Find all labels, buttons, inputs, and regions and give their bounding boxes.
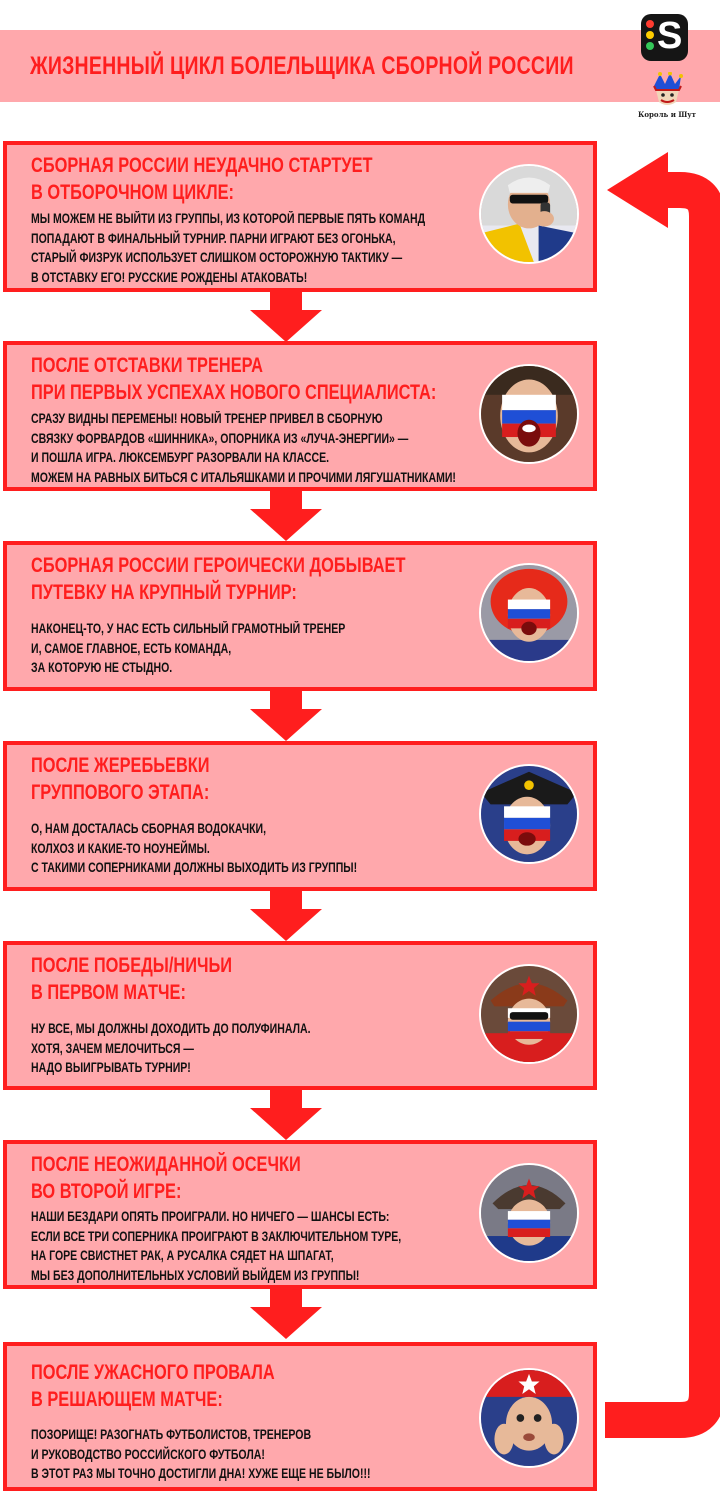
stage-box-5 (3, 941, 597, 1090)
page-title: ЖИЗНЕННЫЙ ЦИКЛ БОЛЕЛЬЩИКА СБОРНОЙ РОССИИ (30, 52, 574, 80)
stage-text: О, НАМ ДОСТАЛАСЬ СБОРНАЯ ВОДОКАЧКИ, КОЛХОЗ И КАКИЕ-ТО НОУНЕЙМЫ. С ТАКИМИ СОПЕРНИКАМИ ДОЛЖНЫ ВЫХОДИТЬ ИЗ ГРУППЫ! (31, 821, 358, 875)
stage-text: МЫ МОЖЕМ НЕ ВЫЙТИ ИЗ ГРУППЫ, ИЗ КОТОРОЙ ПЕРВЫЕ ПЯТЬ КОМАНД ПОПАДАЮТ В ФИНАЛЬНЫЙ ТУРНИР. ПАРНИ ИГРАЮТ БЕЗ ОГОНЬКА, СТАРЫЙ ФИЗРУК ИСПОЛЬЗУЕТ СЛИШКОМ ОСТОРОЖНУЮ ТАКТИКУ — В ОТСТАВКУ ЕГО! РУССКИЕ РОЖДЕНЫ АТАКОВАТЬ! (31, 211, 426, 285)
stage-heading: СБОРНАЯ РОССИИ НЕУДАЧНО СТАРТУЕТ В ОТБОРОЧНОМ ЦИКЛЕ: (31, 154, 373, 204)
stage-photo (479, 563, 579, 663)
stage-heading: ПОСЛЕ НЕОЖИДАННОЙ ОСЕЧКИ ВО ВТОРОЙ ИГРЕ: (31, 1153, 301, 1203)
flow-arrow (250, 891, 322, 941)
stage-box-7 (3, 1342, 597, 1491)
stage-photo (479, 1368, 579, 1468)
stage-box-3 (3, 541, 597, 691)
partner-logo (636, 72, 698, 124)
stage-heading: ПОСЛЕ ЖЕРЕБЬЕВКИ ГРУППОВОГО ЭТАПА: (31, 754, 210, 804)
stage-text: НУ ВСЕ, МЫ ДОЛЖНЫ ДОХОДИТЬ ДО ПОЛУФИНАЛА. ХОТЯ, ЗАЧЕМ МЕЛОЧИТЬСЯ — НАДО ВЫИГРЫВАТЬ ТУРНИР! (31, 1021, 311, 1075)
jester-icon (650, 72, 684, 108)
stage-text: СРАЗУ ВИДНЫ ПЕРЕМЕНЫ! НОВЫЙ ТРЕНЕР ПРИВЕЛ В СБОРНУЮ СВЯЗКУ ФОРВАРДОВ «ШИННИКА», ОПОРНИКА ИЗ «ЛУЧА-ЭНЕРГИИ» — И ПОШЛА ИГРА. ЛЮКСЕМБУРГ РАЗОРВАЛИ НА КЛАССЕ. МОЖЕМ НА РАВНЫХ БИТЬСЯ С ИТАЛЬЯШКАМИ И ПРОЧИМИ ЛЯГУШАТНИКАМИ! (31, 411, 456, 485)
stage-box-2 (3, 341, 597, 491)
stage-heading: ПОСЛЕ ПОБЕДЫ/НИЧЬИ В ПЕРВОМ МАТЧЕ: (31, 954, 233, 1004)
stage-photo (479, 964, 579, 1064)
stage-text: НАКОНЕЦ-ТО, У НАС ЕСТЬ СИЛЬНЫЙ ГРАМОТНЫЙ ТРЕНЕР И, САМОЕ ГЛАВНОЕ, ЕСТЬ КОМАНДА, ЗА КОТОРУЮ НЕ СТЫДНО. (31, 621, 346, 675)
stage-text: НАШИ БЕЗДАРИ ОПЯТЬ ПРОИГРАЛИ. НО НИЧЕГО — ШАНСЫ ЕСТЬ: ЕСЛИ ВСЕ ТРИ СОПЕРНИКА ПРОИГРАЮТ В ЗАКЛЮЧИТЕЛЬНОМ ТУРЕ, НА ГОРЕ СВИСТНЕТ РАК, А РУСАЛКА СЯДЕТ НА ШПАГАТ, МЫ БЕЗ ДОПОЛНИТЕЛЬНЫХ УСЛОВИЙ ВЫЙДЕМ ИЗ ГРУППЫ! (31, 1209, 402, 1283)
stage-heading: ПОСЛЕ ОТСТАВКИ ТРЕНЕРА ПРИ ПЕРВЫХ УСПЕХАХ НОВОГО СПЕЦИАЛИСТА: (31, 354, 437, 404)
flow-arrow (250, 1090, 322, 1140)
stage-box-6 (3, 1140, 597, 1289)
brand-letter: S (657, 15, 683, 57)
flow-arrow (250, 491, 322, 541)
stage-text: ПОЗОРИЩЕ! РАЗОГНАТЬ ФУТБОЛИСТОВ, ТРЕНЕРОВ И РУКОВОДСТВО РОССИЙСКОГО ФУТБОЛА! В ЭТОТ РАЗ МЫ ТОЧНО ДОСТИГЛИ ДНА! ХУЖЕ ЕЩЕ НЕ БЫЛО!!! (31, 1427, 371, 1481)
flow-arrow (250, 292, 322, 342)
flow-arrow (250, 691, 322, 741)
stage-heading: СБОРНАЯ РОССИИ ГЕРОИЧЕСКИ ДОБЫВАЕТ ПУТЕВКУ НА КРУПНЫЙ ТУРНИР: (31, 554, 406, 604)
stage-photo (479, 764, 579, 864)
brand-logo (641, 14, 688, 61)
stage-photo (479, 1163, 579, 1263)
brand-dots-icon (646, 20, 654, 53)
flow-arrow (250, 1289, 322, 1339)
stage-box-1 (3, 141, 597, 292)
stage-heading: ПОСЛЕ УЖАСНОГО ПРОВАЛА В РЕШАЮЩЕМ МАТЧЕ: (31, 1361, 275, 1411)
stage-box-4 (3, 741, 597, 891)
partner-logo-label: Король и Шут (637, 110, 697, 119)
stage-photo (479, 364, 579, 464)
stage-photo (479, 164, 579, 264)
